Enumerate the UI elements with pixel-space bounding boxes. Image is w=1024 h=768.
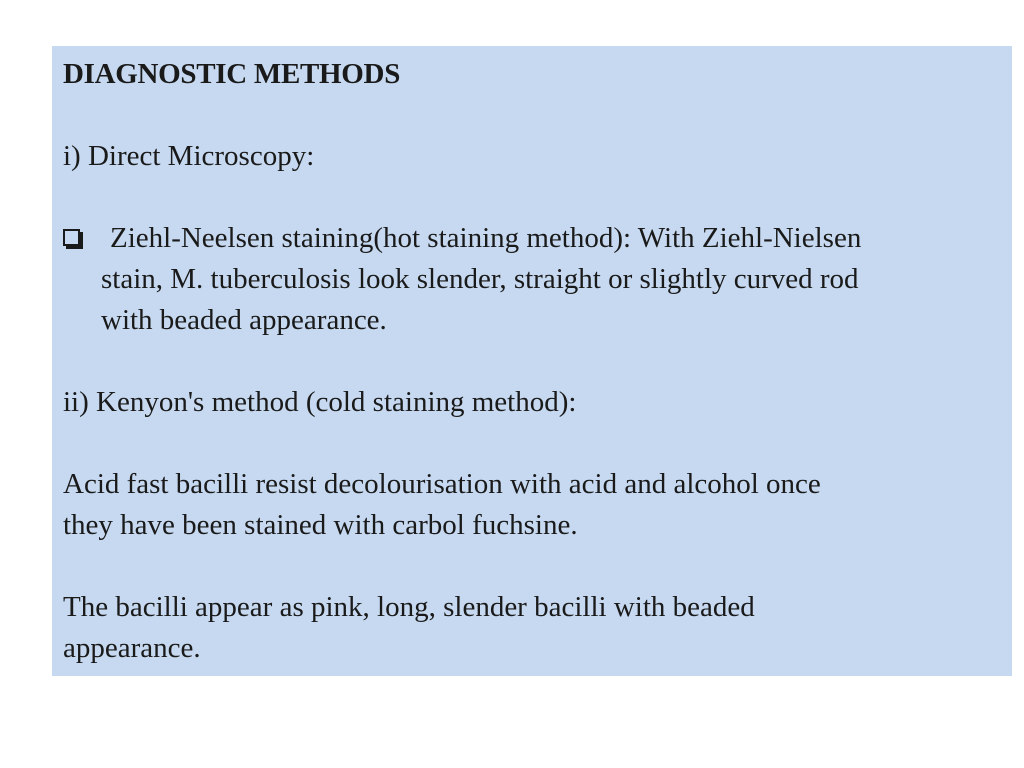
content-box <box>52 46 1012 676</box>
square-bullet-icon <box>63 229 80 246</box>
bullet-text <box>101 218 1001 341</box>
paragraph-line: Acid fast bacilli resist decolourisation with acid and alcohol once <box>63 468 821 500</box>
bullet-line: with beaded appearance. <box>101 304 387 336</box>
bullet-line: stain, M. tuberculosis look slender, straight or slightly curved rod <box>101 263 859 295</box>
section-direct-microscopy <box>63 136 314 177</box>
slide-heading: DIAGNOSTIC METHODS <box>63 58 401 90</box>
paragraph-line: The bacilli appear as pink, long, slender bacilli with beaded <box>63 591 755 623</box>
section-kenyon-method: ii) Kenyon's method (cold staining method): <box>63 386 577 418</box>
paragraph-bacilli-appearance <box>63 587 983 669</box>
paragraph-line: appearance. <box>63 632 201 664</box>
section-label-direct-microscopy: i) Direct Microscopy: <box>63 140 315 172</box>
bullet-line: Ziehl-Neelsen staining(hot staining method): With Ziehl-Nielsen <box>110 222 862 254</box>
paragraph-line: they have been stained with carbol fuchsine. <box>63 509 578 541</box>
paragraph-acid-fast <box>63 464 983 546</box>
